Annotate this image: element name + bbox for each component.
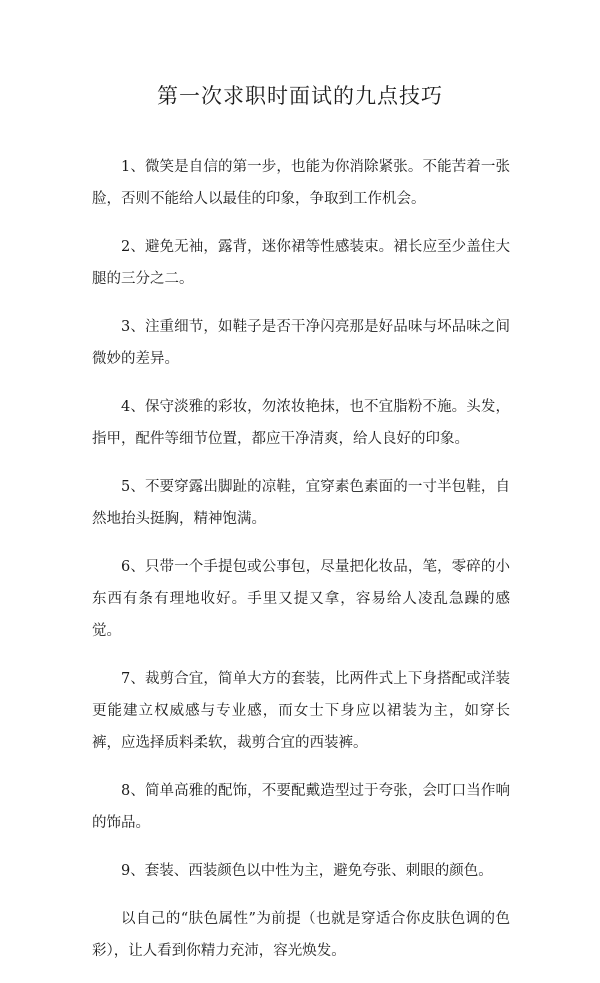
tip-paragraph-9: 9、套装、西装颜色以中性为主，避免夸张、刺眼的颜色。 — [121, 863, 493, 879]
tip-paragraph-4: 4、保守淡雅的彩妆，勿浓妆艳抹，也不宜脂粉不施。头发，指甲，配件等细节位置，都应干净清爽，给人良好的印象。 — [92, 399, 510, 447]
tip-paragraph-8: 8、简单高雅的配饰，不要配戴造型过于夸张，会叮口当作响的饰品。 — [92, 783, 510, 831]
closing-paragraph: 以自己的“肤色属性”为前提（也就是穿适合你皮肤色调的色彩），让人看到你精力充沛，容光焕发。 — [92, 911, 510, 959]
tip-paragraph-6: 6、只带一个手提包或公事包，尽量把化妆品，笔，零碎的小东西有条有理地收好。手里又提又拿，容易给人凌乱急躁的感觉。 — [92, 559, 510, 639]
page-title: 第一次求职时面试的九点技巧 — [157, 84, 443, 108]
tip-paragraph-3: 3、注重细节，如鞋子是否干净闪亮那是好品味与坏品味之间微妙的差异。 — [92, 319, 510, 367]
tip-paragraph-1: 1、微笑是自信的第一步，也能为你消除紧张。不能苦着一张脸，否则不能给人以最佳的印象，争取到工作机会。 — [92, 159, 510, 207]
tip-paragraph-5: 5、不要穿露出脚趾的凉鞋，宜穿素色素面的一寸半包鞋，自然地抬头挺胸，精神饱满。 — [92, 479, 510, 527]
tip-paragraph-7: 7、裁剪合宜，简单大方的套装，比两件式上下身搭配或洋装更能建立权威感与专业感，而女士下身应以裙装为主，如穿长裤，应选择质料柔软，裁剪合宜的西装裤。 — [92, 671, 510, 751]
document-body — [92, 151, 510, 983]
tip-paragraph-2: 2、避免无袖，露背，迷你裙等性感装束。裙长应至少盖住大腿的三分之二。 — [92, 239, 510, 287]
